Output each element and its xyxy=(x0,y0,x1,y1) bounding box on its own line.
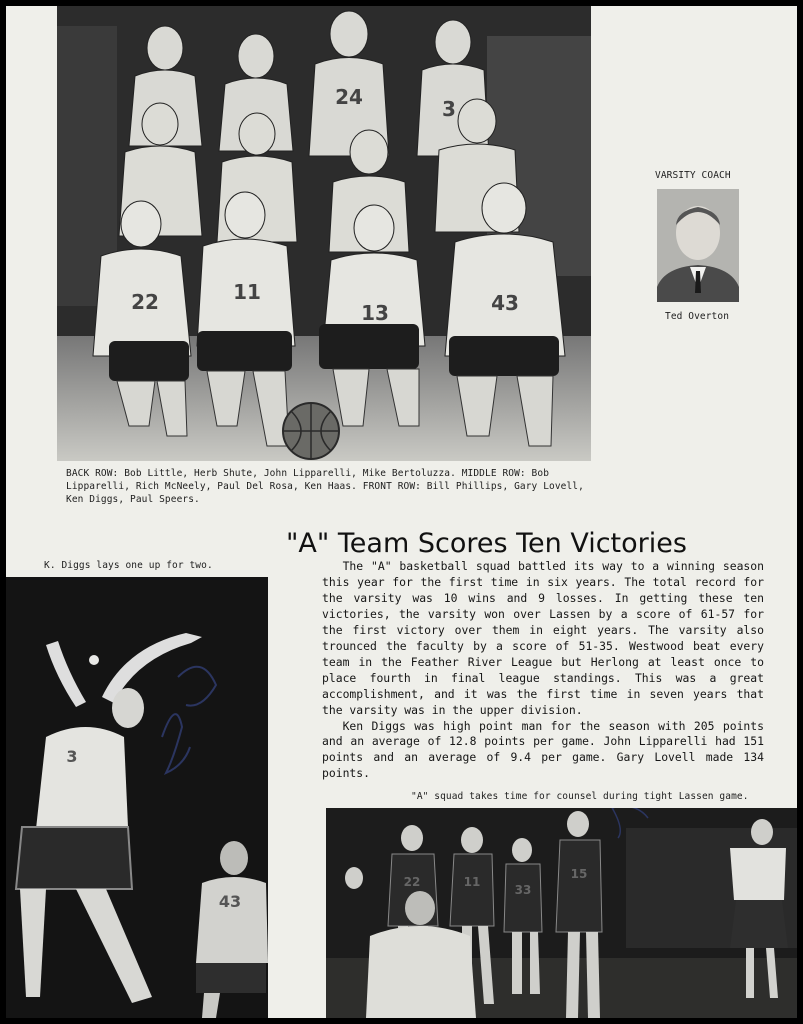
counsel-photo xyxy=(326,808,797,1018)
jersey-number: 3 xyxy=(442,97,456,121)
article-paragraph: Ken Diggs was high point man for the season with 205 points and an average of 12.8 points per game. John Lipparelli had 151 points and an average of 9.4 per game. Gary Lovell made 134 points. xyxy=(322,718,764,781)
jersey-number: 43 xyxy=(491,291,519,315)
article-paragraph: The "A" basketball squad battled its way to a winning season this year for the first time in six years. The total record for the varsity was 10 wins and 9 losses. In getting these ten victories, the varsity won over Lassen by a score of 61-57 for the first victory over them in eight years. The varsity also trounced the faculty by a score of 51-35. Westwood beat every team in the Feather River League but Herlong at least once to place fourth in final league standings. This was a great accomplishment, and it was the first time in seven years that the varsity was in the upper division. xyxy=(322,559,764,717)
jersey-number: 33 xyxy=(514,883,532,897)
jersey-number: 13 xyxy=(361,301,389,325)
jersey-number: 43 xyxy=(218,892,242,911)
team-photo xyxy=(57,6,591,461)
coach-label: VARSITY COACH xyxy=(655,170,731,181)
layup-photo xyxy=(6,577,268,1018)
coach-name: Ted Overton xyxy=(665,311,730,322)
counsel-photo-caption: "A" squad takes time for counsel during tight Lassen game. xyxy=(411,791,749,802)
jersey-number: 3 xyxy=(66,747,78,766)
layup-photo-caption: K. Diggs lays one up for two. xyxy=(44,560,213,571)
article-body xyxy=(322,559,764,782)
jersey-number: 11 xyxy=(233,280,261,304)
article-headline: "A" Team Scores Ten Victories xyxy=(286,528,687,559)
jersey-number: 22 xyxy=(131,290,159,314)
jersey-number: 11 xyxy=(463,875,481,889)
jersey-number: 15 xyxy=(570,867,588,881)
team-roster-caption: BACK ROW: Bob Little, Herb Shute, John Lipparelli, Mike Bertoluzza. MIDDLE ROW: Bob Lipparelli, Rich McNeely, Paul Del Rosa, Ken Haas. FRONT ROW: Bill Phillips, Gary Lovell, Ken Diggs, Paul Speers. xyxy=(66,468,584,505)
coach-portrait xyxy=(657,189,739,302)
yearbook-page xyxy=(6,6,797,1018)
jersey-number: 24 xyxy=(335,85,363,109)
jersey-number: 22 xyxy=(403,875,421,889)
